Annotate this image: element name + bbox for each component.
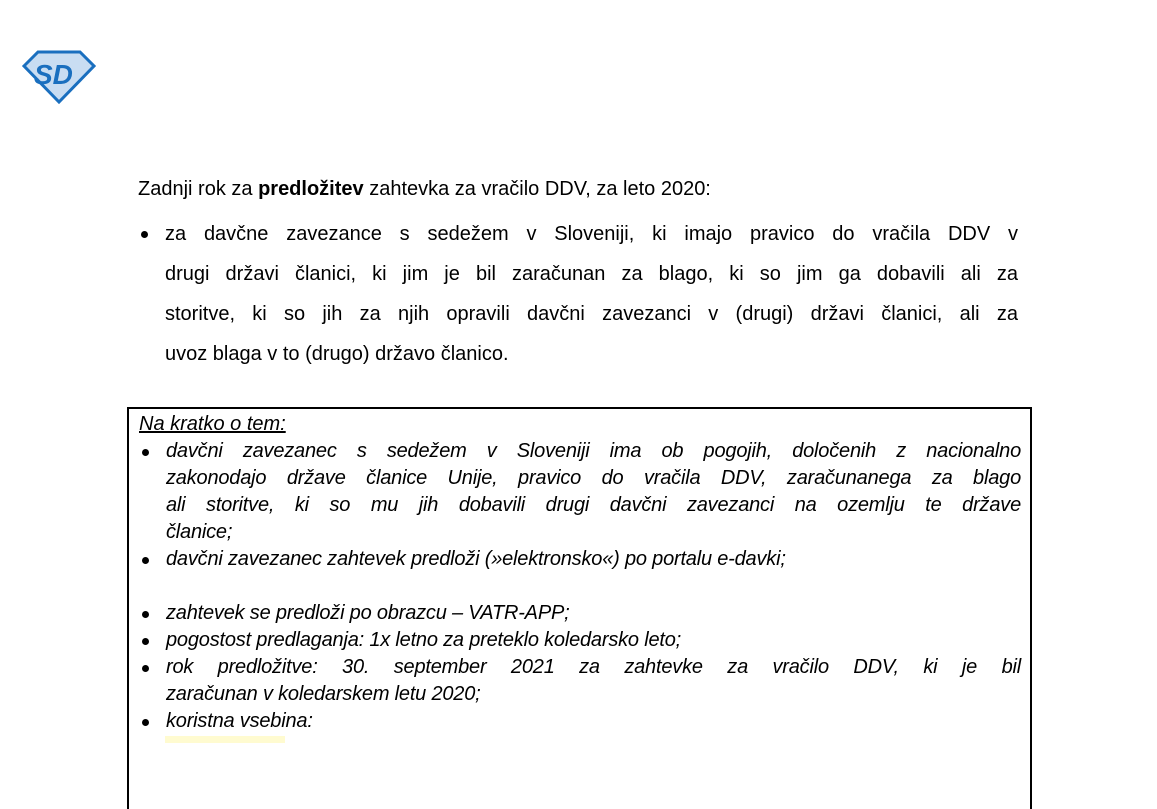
bullet-icon: [141, 231, 148, 238]
bullet-line: za davčne zavezance s sedežem v Sloveniji, ki imajo pravico do vračila DDV v: [138, 214, 1018, 254]
box-list-item-line: davčni zavezanec s sedežem v Sloveniji ima ob pogojih, določenih z nacionalno: [139, 438, 1021, 465]
heading-text: Zadnji rok za: [138, 178, 259, 200]
box-list: [139, 438, 1021, 735]
company-logo: [22, 48, 96, 104]
bullet-icon: [142, 611, 149, 618]
bullet-icon: [142, 449, 149, 456]
bullet-icon: [142, 665, 149, 672]
box-list-item-line: zaračunan v koledarskem letu 2020;: [166, 683, 481, 705]
box-list-item-line: zakonodajo države članice Unije, pravico do vračila DDV, zaračunanega za blago: [166, 467, 1021, 489]
box-list-item-line: članice;: [166, 521, 233, 543]
bullet-line: drugi državi članici, ki jim je bil zaračunan za blago, ki so jim ga dobavili ali za: [165, 263, 1018, 285]
main-bullet: [138, 214, 1018, 374]
bullet-icon: [142, 719, 149, 726]
highlighted-link[interactable]: [165, 736, 285, 743]
intro-heading: [138, 178, 711, 201]
bullet-icon: [142, 638, 149, 645]
bullet-line: storitve, ki so jih za njih opravili davčni zavezanci v (drugi) državi članici, ali za: [165, 303, 1018, 325]
box-list-item-line: pogostost predlaganja: 1x letno za preteklo koledarsko leto;: [139, 627, 1021, 654]
box-list-item-line: zahtevek se predloži po obrazcu – VATR-APP;: [139, 600, 1021, 627]
heading-text-end: zahtevka za vračilo DDV, za leto 2020:: [363, 178, 711, 200]
bullet-icon: [142, 557, 149, 564]
bullet-line: uvoz blaga v to (drugo) državo članico.: [165, 343, 509, 365]
box-list-item-line: davčni zavezanec zahtevek predloži (»elektronsko«) po portalu e-davki;: [139, 546, 1021, 573]
box-list-item-line: ali storitve, ki so mu jih dobavili drugi davčni zavezanci na ozemlju te države: [166, 494, 1021, 516]
box-list-item-line: rok predložitve: 30. september 2021 za zahtevke za vračilo DDV, ki je bil: [139, 654, 1021, 681]
svg-text:SD: SD: [34, 59, 73, 90]
heading-bold-text: predložitev: [258, 178, 364, 200]
summary-box: [127, 407, 1032, 809]
box-title: Na kratko o tem:: [139, 413, 286, 435]
box-list-item-line: koristna vsebina:: [139, 708, 1021, 735]
